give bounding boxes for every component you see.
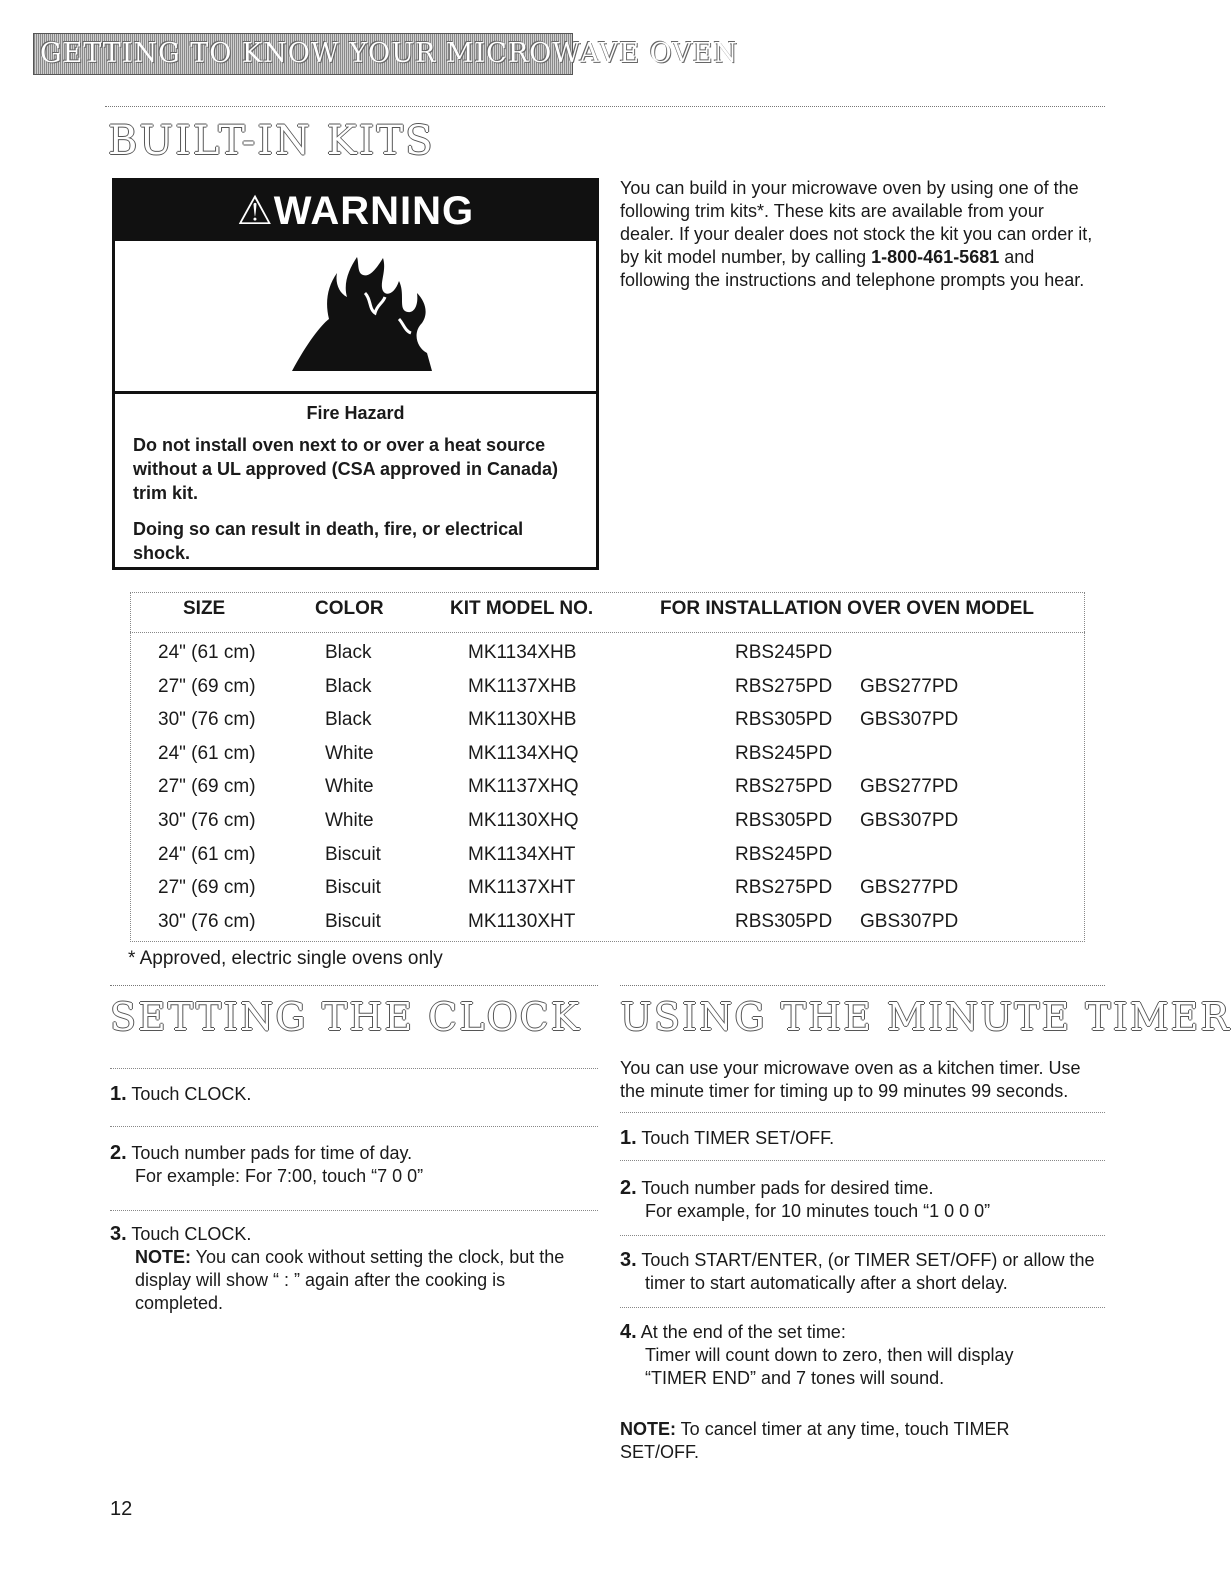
table-cell-size: 27" (69 cm)	[158, 877, 256, 898]
table-cell-color: White	[325, 776, 374, 797]
fire-icon	[287, 253, 437, 373]
table-cell-size: 30" (76 cm)	[158, 810, 256, 831]
timer-rule-1	[620, 1112, 1105, 1113]
warning-box	[112, 178, 599, 570]
table-cell-kit-model: MK1130XHB	[468, 709, 577, 730]
clock-note: NOTE: You can cook without setting the clock, but the display will show “ : ” again after the cooking is completed.	[135, 1247, 565, 1313]
table-cell-oven-model-2: GBS277PD	[860, 676, 959, 697]
table-cell-oven-model-2: GBS307PD	[860, 709, 959, 730]
table-header-oven-model: FOR INSTALLATION OVER OVEN MODEL	[660, 598, 1035, 619]
clock-top-rule	[110, 985, 598, 986]
table-cell-color: Black	[325, 709, 372, 730]
table-cell-size: 27" (69 cm)	[158, 676, 256, 697]
table-cell-oven-model-1: RBS305PD	[735, 810, 833, 831]
table-cell-oven-model-1: RBS275PD	[735, 676, 833, 697]
table-cell-kit-model: MK1134XHB	[468, 642, 577, 663]
timer-step-4: 4. At the end of the set time: Timer will count down to zero, then will display “TIMER END” and 7 tones will sound.	[620, 1321, 1080, 1390]
table-cell-oven-model-1: RBS245PD	[735, 844, 833, 865]
page-number: 12	[110, 1498, 133, 1520]
table-cell-kit-model: MK1130XHT	[468, 911, 576, 932]
table-cell-oven-model-1: RBS305PD	[735, 911, 833, 932]
table-cell-size: 24" (61 cm)	[158, 642, 256, 663]
banner-rule	[105, 106, 1105, 107]
table-cell-kit-model: MK1137XHQ	[468, 776, 579, 797]
table-cell-color: White	[325, 810, 374, 831]
clock-rule-3	[110, 1210, 598, 1211]
timer-step-2: 2. Touch number pads for desired time. For example, for 10 minutes touch “1 0 0 0”	[620, 1177, 1100, 1223]
warning-hazard-title: Fire Hazard	[306, 403, 405, 423]
table-cell-oven-model-1: RBS245PD	[735, 642, 833, 663]
table-cell-kit-model: MK1134XHT	[468, 844, 576, 865]
table-cell-kit-model: MK1137XHT	[468, 877, 576, 898]
table-cell-oven-model-2: GBS307PD	[860, 911, 959, 932]
table-cell-color: Black	[325, 642, 372, 663]
warning-divider	[115, 391, 596, 394]
warning-header: ⚠WARNING	[115, 181, 596, 241]
table-cell-size: 27" (69 cm)	[158, 776, 256, 797]
clock-rule-2	[110, 1126, 598, 1127]
table-header-color: COLOR	[315, 598, 384, 619]
table-cell-color: Black	[325, 676, 372, 697]
phone-number: 1-800-461-5681	[871, 247, 1000, 267]
table-cell-color: White	[325, 743, 374, 764]
clock-step-2-example: For example: For 7:00, touch “7 0 0”	[135, 1166, 424, 1186]
timer-top-rule	[620, 985, 1105, 986]
table-cell-oven-model-2: GBS307PD	[860, 810, 959, 831]
table-header-rule	[130, 632, 1085, 633]
timer-note: NOTE: To cancel timer at any time, touch TIMER SET/OFF.	[620, 1419, 1010, 1462]
clock-step-2: 2. Touch number pads for time of day. For example: For 7:00, touch “7 0 0”	[110, 1142, 590, 1188]
table-cell-oven-model-2: GBS277PD	[860, 877, 959, 898]
warning-text-2: Doing so can result in death, fire, or electrical shock.	[133, 519, 524, 563]
table-cell-oven-model-1: RBS275PD	[735, 776, 833, 797]
table-cell-oven-model-2: GBS277PD	[860, 776, 959, 797]
table-cell-oven-model-1: RBS305PD	[735, 709, 833, 730]
table-cell-kit-model: MK1130XHQ	[468, 810, 579, 831]
table-cell-size: 24" (61 cm)	[158, 743, 256, 764]
table-header-kit-model: KIT MODEL NO.	[450, 598, 594, 619]
built-in-intro: You can build in your microwave oven by using one of the following trim kits*. These kits are available from your dealer. If your dealer does not stock the kit you can order it, by kit model number, by calling 1-800-461-5681 and following the instructions and telephone prompts you hear.	[620, 178, 1093, 290]
clock-step-3: 3. Touch CLOCK. NOTE: You can cook without setting the clock, but the display will show “ : ” again after the cooking is completed.	[110, 1223, 580, 1315]
table-cell-color: Biscuit	[325, 844, 381, 865]
warning-triangle-icon: ⚠	[236, 189, 274, 233]
table-cell-kit-model: MK1134XHQ	[468, 743, 579, 764]
timer-intro: You can use your microwave oven as a kitchen timer. Use the minute timer for timing up to 99 minutes 99 seconds.	[620, 1058, 1081, 1101]
table-footnote: * Approved, electric single ovens only	[128, 948, 443, 969]
banner-title: GETTING TO KNOW YOUR MICROWAVE OVEN	[40, 38, 739, 69]
section-title-minute-timer: USING THE MINUTE TIMER	[620, 995, 1231, 1039]
header-banner	[33, 33, 739, 75]
table-cell-kit-model: MK1137XHB	[468, 676, 577, 697]
table-cell-color: Biscuit	[325, 911, 381, 932]
table-cell-color: Biscuit	[325, 877, 381, 898]
table-cell-size: 30" (76 cm)	[158, 911, 256, 932]
section-title-setting-clock: SETTING THE CLOCK	[110, 995, 582, 1039]
table-header-size: SIZE	[183, 598, 226, 619]
timer-rule-4	[620, 1307, 1105, 1308]
table-cell-oven-model-1: RBS245PD	[735, 743, 833, 764]
clock-step-1: 1. Touch CLOCK.	[110, 1083, 252, 1105]
timer-step-2-example: For example, for 10 minutes touch “1 0 0 0”	[645, 1201, 991, 1221]
section-title-built-in-kits: BUILT-IN KITS	[108, 118, 435, 164]
warning-text-1: Do not install oven next to or over a heat source without a UL approved (CSA approved in Canada) trim kit.	[133, 435, 559, 503]
timer-step-3: 3. Touch START/ENTER, (or TIMER SET/OFF) or allow the timer to start automatically after a short delay.	[620, 1249, 1095, 1293]
table-cell-size: 24" (61 cm)	[158, 844, 256, 865]
timer-step-1: 1. Touch TIMER SET/OFF.	[620, 1127, 835, 1149]
table-cell-size: 30" (76 cm)	[158, 709, 256, 730]
clock-rule-1	[110, 1068, 598, 1069]
timer-rule-3	[620, 1235, 1105, 1236]
table-cell-oven-model-1: RBS275PD	[735, 877, 833, 898]
timer-step-4-detail: Timer will count down to zero, then will display “TIMER END” and 7 tones will sound.	[645, 1345, 1014, 1388]
timer-rule-2	[620, 1160, 1105, 1161]
